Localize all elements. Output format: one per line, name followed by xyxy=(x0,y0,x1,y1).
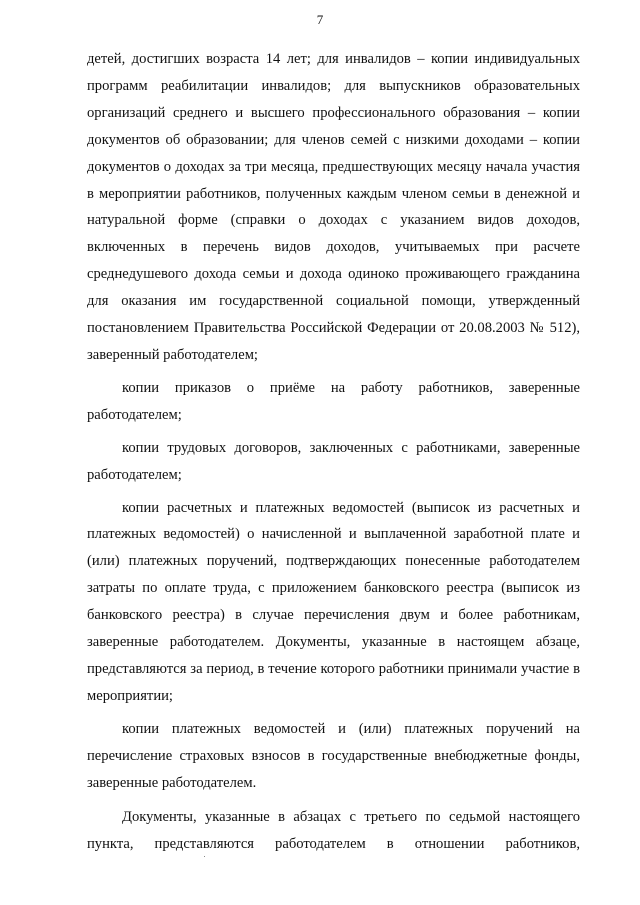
page-number: 7 xyxy=(316,12,324,27)
paragraph-insurance-payments: копии платежных ведомостей и (или) платежных поручений на перечисление страховых взносов в государственные внебюджетные фонды, заверенные работодателем. xyxy=(87,720,580,791)
paragraph-documents-period: Документы, указанные в абзацах с третьего по седьмой настоящего пункта, представляются работодателем в отношении работников, xyxy=(87,809,580,853)
scan-speck xyxy=(204,856,205,857)
paragraph-hiring-orders: копии приказов о приёме на работу работников, заверенные работодателем; xyxy=(87,379,580,423)
document-body xyxy=(87,46,580,858)
paragraph-labor-contracts: копии трудовых договоров, заключенных с работниками, заверенные работодателем; xyxy=(87,439,580,483)
paragraph-payroll-statements: копии расчетных и платежных ведомостей (выписок из расчетных и платежных ведомостей) о начисленной и выплаченной заработной плате и (или) платежных поручений, подтверждающих понесенные работодателем затраты по оплате труда, с приложением банковского реестра (выписок из банковского реестра) в случае перечисления двум и более работникам, заверенные работодателем. Документы, указанные в настоящем абзаце, представляются за период, в течение которого работники принимали участие в мероприятии; xyxy=(87,499,580,704)
paragraph-continuation: детей, достигших возраста 14 лет; для инвалидов – копии индивидуальных программ реабилитации инвалидов; для выпускников образовательных организаций среднего и высшего профессионального образования – копии документов об образовании; для членов семей с низкими доходами – копии документов о доходах за три месяца, предшествующих месяцу начала участия в мероприятии работников, полученных каждым членом семьи в денежной и натуральной форме (справки о доходах с указанием видов доходов, включенных в перечень видов доходов, учитываемых при расчете среднедушевого дохода семьи и дохода одиноко проживающего гражданина для оказания им государственной социальной помощи, утвержденный постановлением Правительства Российской Федерации от 20.08.2003 № 512), заверенный работодателем; xyxy=(87,51,580,363)
